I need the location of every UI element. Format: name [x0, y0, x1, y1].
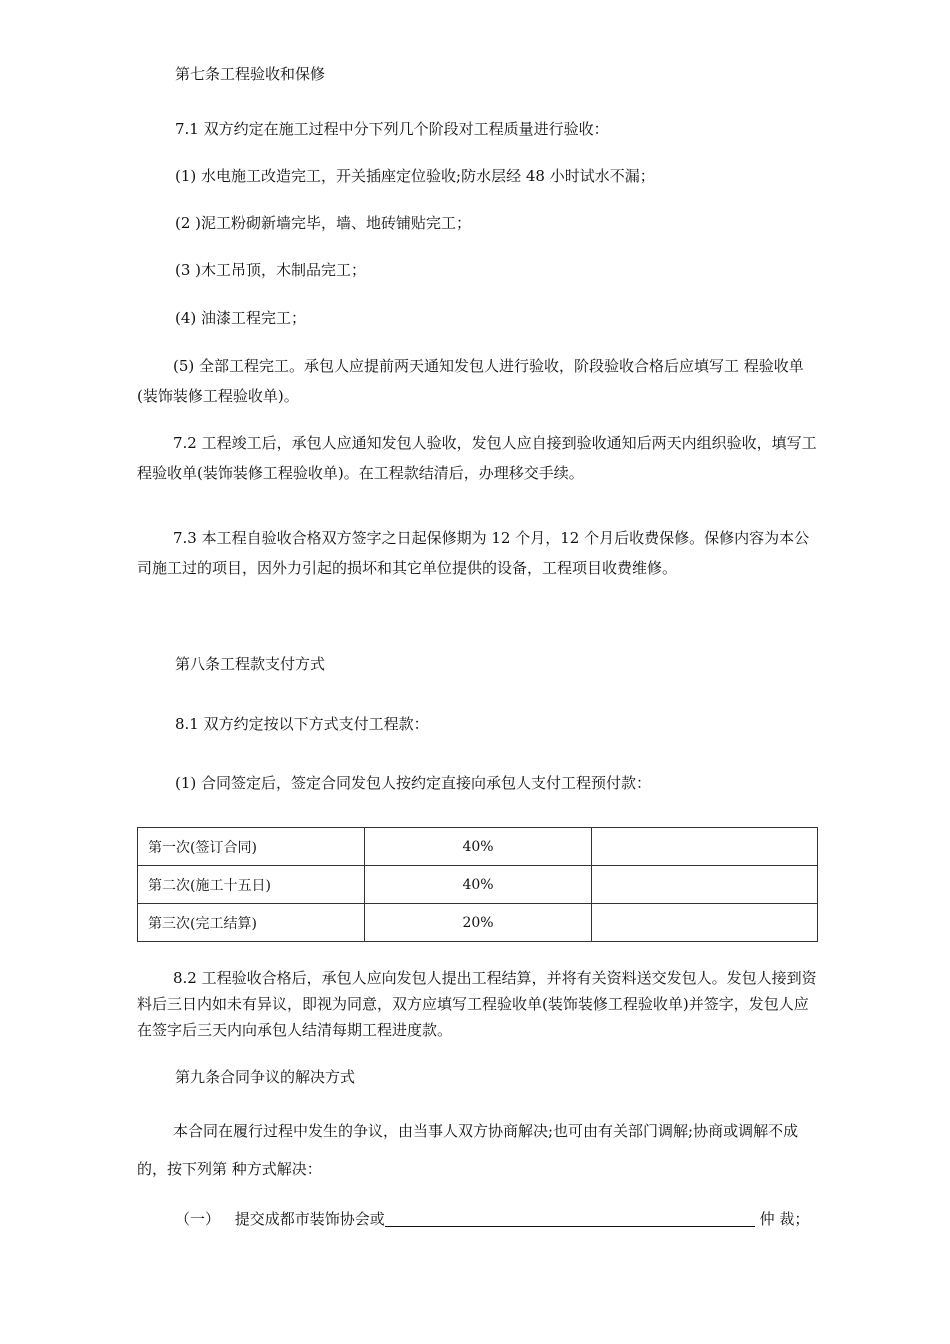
table-cell-percent: 20% — [365, 904, 592, 942]
payment-table — [137, 827, 818, 942]
item-7-1-5: (5) 全部工程完工。承包人应提前两天通知发包人进行验收，阶段验收合格后应填写工 程验收单(装饰装修工程验收单)。 — [137, 357, 804, 405]
article9-title: 第九条合同争议的解决方式 — [175, 1068, 356, 1086]
table-cell-stage: 第一次(签订合同) — [138, 828, 365, 866]
article8-title: 第八条工程款支付方式 — [175, 655, 326, 673]
item-7-1-4: (4) 油漆工程完工； — [175, 309, 307, 327]
table-cell-stage: 第三次(完工结算) — [138, 904, 365, 942]
table-cell-note — [592, 828, 818, 866]
table-cell-percent: 40% — [365, 866, 592, 904]
clause-8-1: 8.1 双方约定按以下方式支付工程款： — [175, 715, 429, 733]
article9-body: 本合同在履行过程中发生的争议，由当事人双方协商解决;也可由有关部门调解;协商或调解不成的，按下列第 种方式解决： — [137, 1122, 799, 1178]
option-1-end: 仲 裁； — [759, 1210, 810, 1228]
table-row — [138, 828, 818, 866]
table-cell-note — [592, 904, 818, 942]
table-cell-percent: 40% — [365, 828, 592, 866]
clause-7-3: 7.3 本工程自验收合格双方签字之日起保修期为 12 个月，12 个月后收费保修。保修内容为本公司施工过的项目，因外力引起的损坏和其它单位提供的设备，工程项目收费维修。 — [137, 529, 810, 577]
clause-8-2: 8.2 工程验收合格后，承包人应向发包人提出工程结算，并将有关资料送交发包人。发包人接到资料后三日内如未有异议，即视为同意，双方应填写工程验收单(装饰装修工程验收单)并签字，发包人应在签字后三天内向承包人结清每期工程进度款。 — [137, 969, 817, 1039]
fill-in-blank-line — [385, 1210, 755, 1227]
item-7-1-3: (3 )木工吊顶，木制品完工； — [175, 261, 367, 279]
option-1 — [175, 1210, 809, 1227]
table-row — [138, 866, 818, 904]
clause-7-2: 7.2 工程竣工后，承包人应通知发包人验收，发包人应自接到验收通知后两天内组织验收，填写工程验收单(装饰装修工程验收单)。在工程款结清后，办理移交手续。 — [137, 434, 817, 482]
table-cell-stage: 第二次(施工十五日) — [138, 866, 365, 904]
clause-7-1: 7.1 双方约定在施工过程中分下列几个阶段对工程质量进行验收： — [175, 120, 609, 138]
table-cell-note — [592, 866, 818, 904]
item-7-1-2: (2 )泥工粉砌新墙完毕，墙、地砖铺贴完工； — [175, 214, 472, 232]
article7-title: 第七条工程验收和保修 — [175, 65, 326, 83]
option-1-number: （一） — [175, 1210, 221, 1228]
item-8-1-1: (1) 合同签定后，签定合同发包人按约定直接向承包人支付工程预付款： — [175, 774, 652, 792]
option-1-text: 提交成都市装饰协会或 — [234, 1210, 385, 1228]
item-7-1-1: (1) 水电施工改造完工，开关插座定位验收;防水层经 48 小时试水不漏； — [175, 167, 655, 185]
table-row — [138, 904, 818, 942]
